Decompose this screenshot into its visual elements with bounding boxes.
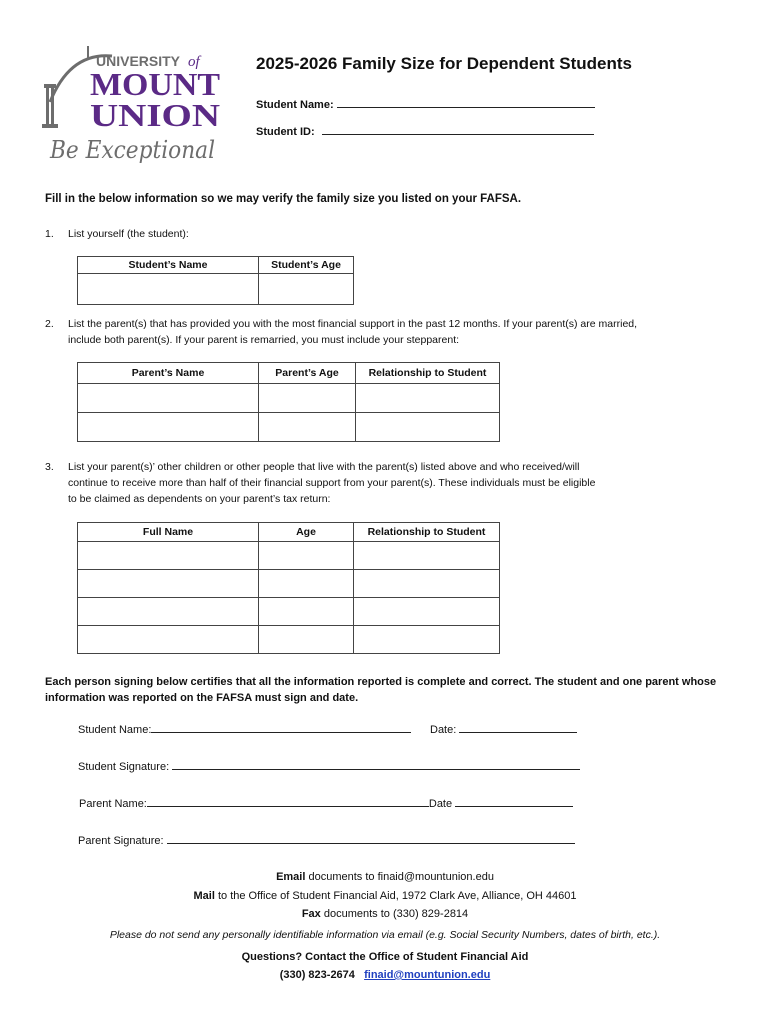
- student-name-sig-line[interactable]: [151, 721, 411, 733]
- question-2-number: 2.: [45, 318, 54, 330]
- column-header: Student’s Age: [259, 257, 354, 274]
- student-name-signature-field[interactable]: [78, 721, 411, 736]
- mail-label: Mail: [193, 890, 215, 902]
- question-3: [45, 459, 745, 507]
- table-cell[interactable]: [78, 626, 259, 654]
- question-1-number: 1.: [45, 228, 54, 240]
- household-table: [77, 522, 500, 654]
- table-cell[interactable]: [354, 626, 500, 654]
- logo-university-text: UNIVERSITY: [96, 53, 181, 69]
- table-row: [78, 542, 500, 570]
- table-row: [78, 598, 500, 626]
- parent-name-line[interactable]: [147, 795, 429, 807]
- table-cell[interactable]: [259, 598, 354, 626]
- table-cell[interactable]: [259, 384, 356, 413]
- student-name-sig-label: Student Name:: [78, 724, 152, 736]
- student-name-label: Student Name:: [256, 99, 334, 111]
- questions-line: [0, 951, 770, 963]
- parent-signature-label: Parent Signature:: [78, 835, 164, 847]
- student-signature-line[interactable]: [172, 758, 580, 770]
- contact-email-link[interactable]: finaid@mountunion.edu: [364, 969, 491, 981]
- column-header: Relationship to Student: [354, 523, 500, 542]
- footer-fax-line: [0, 908, 770, 920]
- parent-name-label: Parent Name:: [79, 798, 147, 810]
- question-1: [45, 226, 745, 242]
- fax-label: Fax: [301, 908, 321, 920]
- student-id-line[interactable]: [322, 123, 594, 135]
- logo-union-text: UNION: [90, 97, 220, 133]
- footer-mail-line: [0, 890, 770, 902]
- question-3-line1: List your parent(s)’ other children or other people that live with the parent(s) listed above and who received/will: [68, 461, 580, 473]
- questions-text: Questions? Contact the Office of Student Financial Aid: [241, 951, 529, 963]
- table-cell[interactable]: [356, 413, 500, 442]
- question-2: [45, 316, 755, 348]
- table-cell[interactable]: [78, 542, 259, 570]
- student-id-field[interactable]: [256, 123, 594, 138]
- date-1-line[interactable]: [459, 721, 577, 733]
- logo-tagline: Be Exceptional: [49, 136, 216, 164]
- parent-signature-line[interactable]: [167, 832, 575, 844]
- student-name-field[interactable]: [256, 96, 595, 111]
- table-row: [78, 626, 500, 654]
- column-header: Relationship to Student: [356, 363, 500, 384]
- email-text: documents to finaid@mountunion.edu: [305, 871, 494, 883]
- date-field-1[interactable]: [430, 721, 577, 736]
- logo-mount-text: MOUNT: [90, 66, 220, 102]
- student-id-label: Student ID:: [256, 126, 315, 138]
- column-header: Parent’s Name: [78, 363, 259, 384]
- column-header: Full Name: [78, 523, 259, 542]
- table-cell[interactable]: [259, 413, 356, 442]
- student-signature-field[interactable]: [78, 758, 580, 773]
- table-cell[interactable]: [354, 598, 500, 626]
- mail-text: to the Office of Student Financial Aid, 1972 Clark Ave, Alliance, OH 44601: [214, 890, 577, 902]
- table-cell[interactable]: [356, 384, 500, 413]
- table-cell[interactable]: [259, 542, 354, 570]
- contact-phone: (330) 823-2674: [279, 969, 355, 981]
- question-3-line3: to be claimed as dependents on your parent’s tax return:: [68, 493, 331, 505]
- question-2-line1: List the parent(s) that has provided you with the most financial support in the past 12 months. If your parent(s) are married,: [68, 318, 638, 330]
- column-header: Student’s Name: [78, 257, 259, 274]
- logo-of-text: of: [188, 54, 200, 70]
- table-cell[interactable]: [78, 413, 259, 442]
- logo-graphic: [40, 44, 230, 176]
- date-1-label: Date:: [430, 724, 457, 736]
- table-cell[interactable]: [259, 626, 354, 654]
- question-3-number: 3.: [45, 461, 54, 473]
- fax-text: documents to (330) 829-2814: [320, 908, 469, 920]
- parent-signature-field[interactable]: [78, 832, 575, 847]
- parent-name-field[interactable]: [79, 795, 573, 810]
- student-name-line[interactable]: [337, 96, 595, 108]
- table-cell[interactable]: [78, 274, 259, 305]
- table-cell[interactable]: [259, 274, 354, 305]
- date-2-label: Date: [428, 798, 453, 810]
- university-logo: [40, 44, 230, 176]
- table-row: [78, 384, 500, 413]
- email-label: Email: [276, 871, 306, 883]
- table-row: [78, 570, 500, 598]
- parent-table: [77, 362, 500, 442]
- date-2-line[interactable]: [455, 795, 573, 807]
- table-cell[interactable]: [354, 542, 500, 570]
- table-cell[interactable]: [78, 598, 259, 626]
- student-signature-label: Student Signature:: [78, 761, 170, 773]
- table-row: [78, 274, 354, 305]
- student-table: [77, 256, 354, 305]
- column-header: Parent’s Age: [259, 363, 356, 384]
- privacy-warning: Please do not send any personally identifiable information via email (e.g. Social Security Numbers, dates of birth, etc.).: [109, 929, 661, 941]
- certification-statement: Each person signing below certifies that all the information reported is complete and correct. The student and one parent whose information was reported on the FAFSA must sign and date.: [45, 676, 717, 704]
- question-1-text: List yourself (the student):: [68, 228, 189, 240]
- table-cell[interactable]: [78, 384, 259, 413]
- contact-line: [0, 969, 770, 981]
- column-header: Age: [259, 523, 354, 542]
- table-cell[interactable]: [259, 570, 354, 598]
- page-title: 2025-2026 Family Size for Dependent Students: [256, 54, 633, 73]
- question-3-line2: continue to receive more than half of their financial support from your parent(s). These individuals must be eligible: [68, 477, 596, 489]
- table-cell[interactable]: [354, 570, 500, 598]
- table-row: [78, 413, 500, 442]
- question-2-line2: include both parent(s). If your parent is remarried, you must include your stepparent:: [68, 334, 460, 346]
- table-cell[interactable]: [78, 570, 259, 598]
- footer-email-line: [0, 871, 770, 883]
- instructions: Fill in the below information so we may verify the family size you listed on your FAFSA.: [45, 193, 522, 205]
